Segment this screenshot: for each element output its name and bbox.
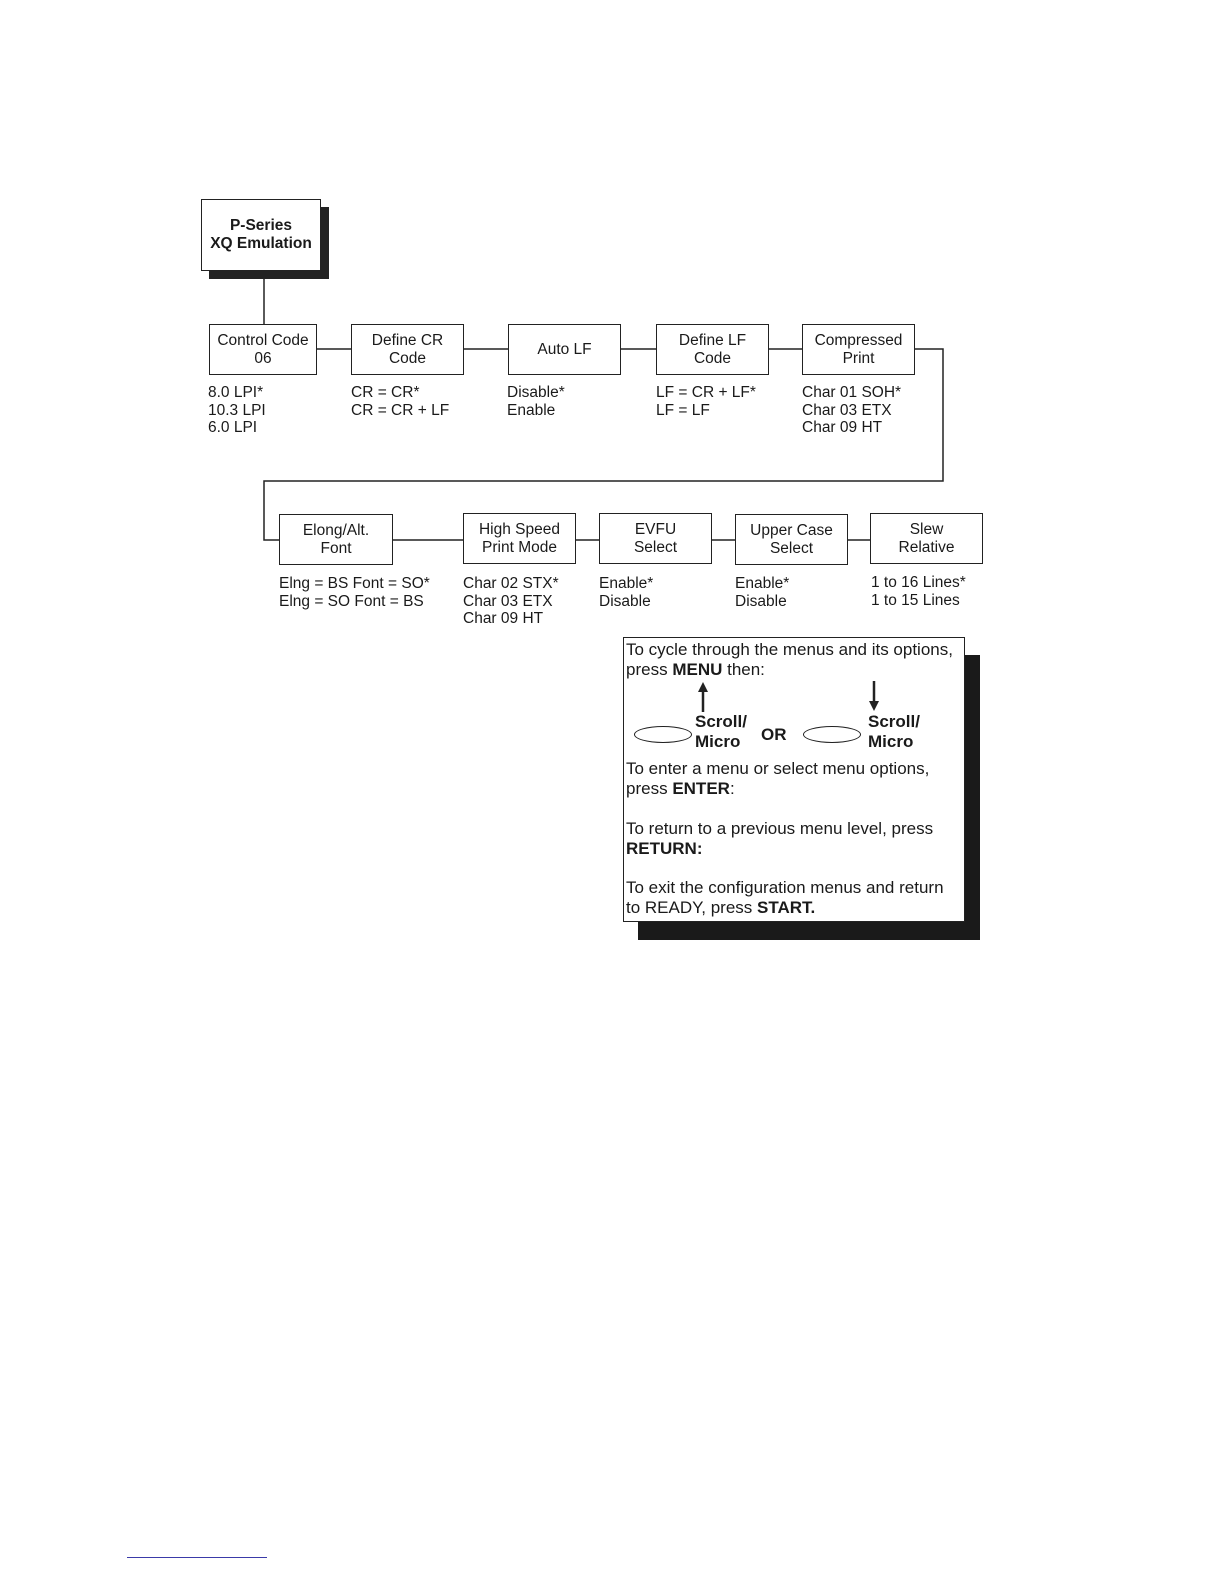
options-define-cr-code: CR = CR* CR = CR + LF (351, 384, 450, 419)
node-compressed-print: Compressed Print (802, 324, 915, 375)
node-upper-case-select: Upper Case Select (735, 514, 848, 565)
node-slew-relative: Slew Relative (870, 513, 983, 564)
options-upper-case-select: Enable* Disable (735, 575, 790, 610)
node-control-code: Control Code 06 (209, 324, 317, 375)
menu-key-label: MENU (672, 660, 723, 679)
enter-key-label: ENTER (672, 779, 730, 798)
node-elong-alt-font: Elong/Alt. Font (279, 514, 393, 565)
return-key-label: RETURN: (626, 839, 703, 858)
start-key-label: START. (757, 898, 816, 917)
scroll-up-key-icon (634, 726, 692, 743)
node-define-lf-code: Define LF Code (656, 324, 769, 375)
options-compressed-print: Char 01 SOH* Char 03 ETX Char 09 HT (802, 384, 902, 436)
row-wrap-connector (264, 349, 943, 540)
options-control-code: 8.0 LPI* 10.3 LPI 6.0 LPI (208, 384, 266, 436)
options-evfu-select: Enable* Disable (599, 575, 654, 610)
help-cycle-instruction: To cycle through the menus and its options, press MENU then: (626, 640, 953, 679)
options-elong-alt-font: Elng = BS Font = SO* Elng = SO Font = BS (279, 575, 430, 610)
scroll-down-key-label: Scroll/ Micro (868, 712, 920, 751)
options-slew-relative: 1 to 16 Lines* 1 to 15 Lines (871, 574, 966, 609)
footer-rule (127, 1557, 267, 1558)
options-define-lf-code: LF = CR + LF* LF = LF (656, 384, 756, 419)
options-high-speed-print-mode: Char 02 STX* Char 03 ETX Char 09 HT (463, 575, 559, 627)
node-define-cr-code: Define CR Code (351, 324, 464, 375)
scroll-down-key-icon (803, 726, 861, 743)
arrow-up-icon (697, 682, 709, 712)
node-evfu-select: EVFU Select (599, 513, 712, 564)
help-enter-instruction: To enter a menu or select menu options, press ENTER: (626, 759, 930, 798)
arrow-down-icon (868, 681, 880, 711)
or-label: OR (761, 725, 787, 744)
navigation-help-panel (623, 637, 965, 922)
help-return-instruction: To return to a previous menu level, press RETURN: (626, 819, 934, 858)
root-node: P-Series XQ Emulation (201, 199, 321, 271)
options-auto-lf: Disable* Enable (507, 384, 565, 419)
node-auto-lf: Auto LF (508, 324, 621, 375)
scroll-up-key-label: Scroll/ Micro (695, 712, 747, 751)
node-high-speed-print-mode: High Speed Print Mode (463, 513, 576, 564)
help-exit-instruction: To exit the configuration menus and return to READY, press START. (626, 878, 944, 917)
